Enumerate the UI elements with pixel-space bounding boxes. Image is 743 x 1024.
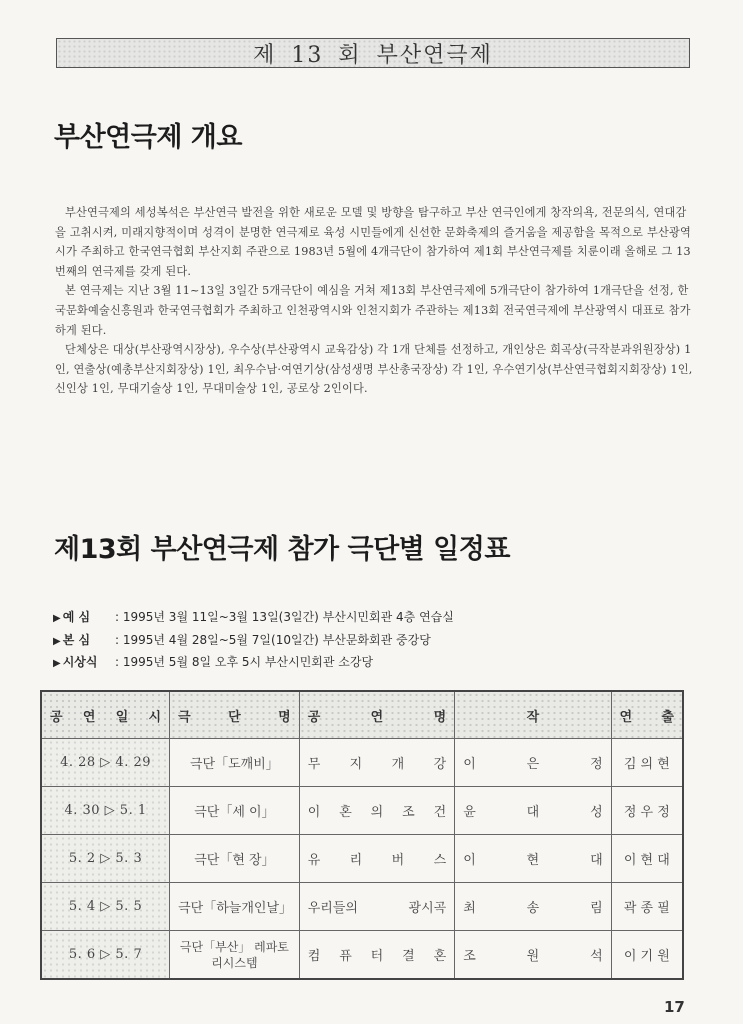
column-header-date: 공 연 일 시 bbox=[41, 691, 170, 739]
table-row bbox=[41, 931, 683, 980]
schedule-value: : 1995년 5월 8일 오후 5시 부산시민회관 소강당 bbox=[115, 655, 374, 669]
cell-troupe: 극단「도깨비」 bbox=[170, 739, 300, 787]
page-number: 17 bbox=[664, 998, 685, 1016]
table-row bbox=[41, 739, 683, 787]
cell-troupe: 극단「현 장」 bbox=[170, 835, 300, 883]
cell-title: 컴 퓨 터 결 혼 bbox=[299, 931, 454, 980]
schedule-label: 본 심 bbox=[62, 632, 91, 647]
cell-author: 이 은 정 bbox=[455, 739, 611, 787]
cell-director: 정 우 정 bbox=[611, 787, 683, 835]
cell-author: 조 원 석 bbox=[455, 931, 611, 980]
schedule-summary bbox=[53, 607, 454, 675]
running-header bbox=[56, 38, 690, 68]
schedule-item-main bbox=[53, 630, 454, 653]
cell-troupe: 극단「세 이」 bbox=[170, 787, 300, 835]
schedule-label: 시상식 bbox=[62, 655, 98, 669]
cell-director: 이 현 대 bbox=[611, 835, 683, 883]
cell-date: 5. 2 ▷ 5. 3 bbox=[41, 835, 170, 883]
column-header-author: 작 bbox=[455, 691, 611, 739]
cell-director: 곽 종 필 bbox=[611, 883, 683, 931]
overview-paragraph: 본 연극제는 지난 3월 11~13일 3일간 5개극단이 예심을 거쳐 제13회 부산연극제에 5개극단이 참가하여 1개극단을 선정, 한국문화예술신흥원과 한국연극협회가 주최하고 인천광역시와 인천지회가 주관하는 제13회 전국연극제에 부산광역시 대표로 참가하게 된다. bbox=[55, 284, 691, 337]
column-header-troupe: 극 단 명 bbox=[170, 691, 300, 739]
overview-body bbox=[55, 203, 695, 399]
cell-director: 이 기 원 bbox=[611, 931, 683, 980]
table-row bbox=[41, 835, 683, 883]
cell-troupe: 극단「부산」 레파토리시스템 bbox=[170, 931, 300, 980]
overview-paragraph: 부산연극제의 세성복석은 부산연극 발전을 위한 새로운 모델 및 방향을 탐구하고 부산 연극인에게 창작의욕, 전문의식, 연대감을 고취시켜, 미래지향적이며 성격이 분명한 연극제로 육성 시민들에게 신선한 문화축제의 즐거움을 제공함을 목적으로 부산광역시가 주최하고 한국연극협회 부산지회 주관으로 1983년 5월에 4개극단이 참가하여 제1회 부산연극제를 치룬이래 올해로 그 13번째의 연극제를 갖게 된다. bbox=[55, 206, 691, 278]
column-header-director: 연 출 bbox=[611, 691, 683, 739]
cell-title: 유 리 버 스 bbox=[299, 835, 454, 883]
cell-author: 최 송 림 bbox=[455, 883, 611, 931]
triangle-bullet-icon: ▶ bbox=[53, 635, 61, 647]
schedule-item-prelim bbox=[53, 607, 454, 630]
column-header-title: 공 연 명 bbox=[299, 691, 454, 739]
cell-title: 이 혼 의 조 건 bbox=[299, 787, 454, 835]
schedule-value: : 1995년 3월 11일~3월 13일(3일간) 부산시민회관 4층 연습실 bbox=[115, 610, 454, 624]
cell-date: 4. 30 ▷ 5. 1 bbox=[41, 787, 170, 835]
cell-director: 김 의 현 bbox=[611, 739, 683, 787]
overview-heading: 부산연극제 개요 bbox=[54, 122, 242, 153]
table-row bbox=[41, 787, 683, 835]
overview-paragraph: 단체상은 대상(부산광역시장상), 우수상(부산광역시 교육감상) 각 1개 단체를 선정하고, 개인상은 희곡상(극작분과위원장상) 1인, 연출상(예총부산지회장상) 1인, 최우수남·여연기상(삼성생명 부산총국장상) 각 1인, 우수연기상(부산연극협회지회장상) 1인, 신인상 1인, 무대기술상 1인, 무대미술상 1인, 공로상 2인이다. bbox=[55, 343, 693, 396]
triangle-bullet-icon: ▶ bbox=[53, 613, 61, 624]
cell-troupe: 극단「하늘개인날」 bbox=[170, 883, 300, 931]
table-row bbox=[41, 883, 683, 931]
schedule-label: 예 심 bbox=[62, 610, 91, 624]
schedule-value: : 1995년 4월 28일~5월 7일(10일간) 부산문화회관 중강당 bbox=[115, 632, 431, 647]
cell-date: 4. 28 ▷ 4. 29 bbox=[41, 739, 170, 787]
cell-author: 윤 대 성 bbox=[455, 787, 611, 835]
triangle-bullet-icon: ▶ bbox=[53, 658, 61, 669]
cell-date: 5. 6 ▷ 5. 7 bbox=[41, 931, 170, 980]
schedule-item-awards bbox=[53, 652, 454, 675]
schedule-table bbox=[40, 690, 684, 980]
cell-date: 5. 4 ▷ 5. 5 bbox=[41, 883, 170, 931]
schedule-heading: 제13회 부산연극제 참가 극단별 일정표 bbox=[54, 534, 510, 565]
cell-author: 이 현 대 bbox=[455, 835, 611, 883]
running-header-title: 제 13 회 부산연극제 bbox=[253, 42, 493, 68]
table-header-row bbox=[41, 691, 683, 739]
cell-title: 우리들의 광시곡 bbox=[299, 883, 454, 931]
cell-title: 무 지 개 강 bbox=[299, 739, 454, 787]
